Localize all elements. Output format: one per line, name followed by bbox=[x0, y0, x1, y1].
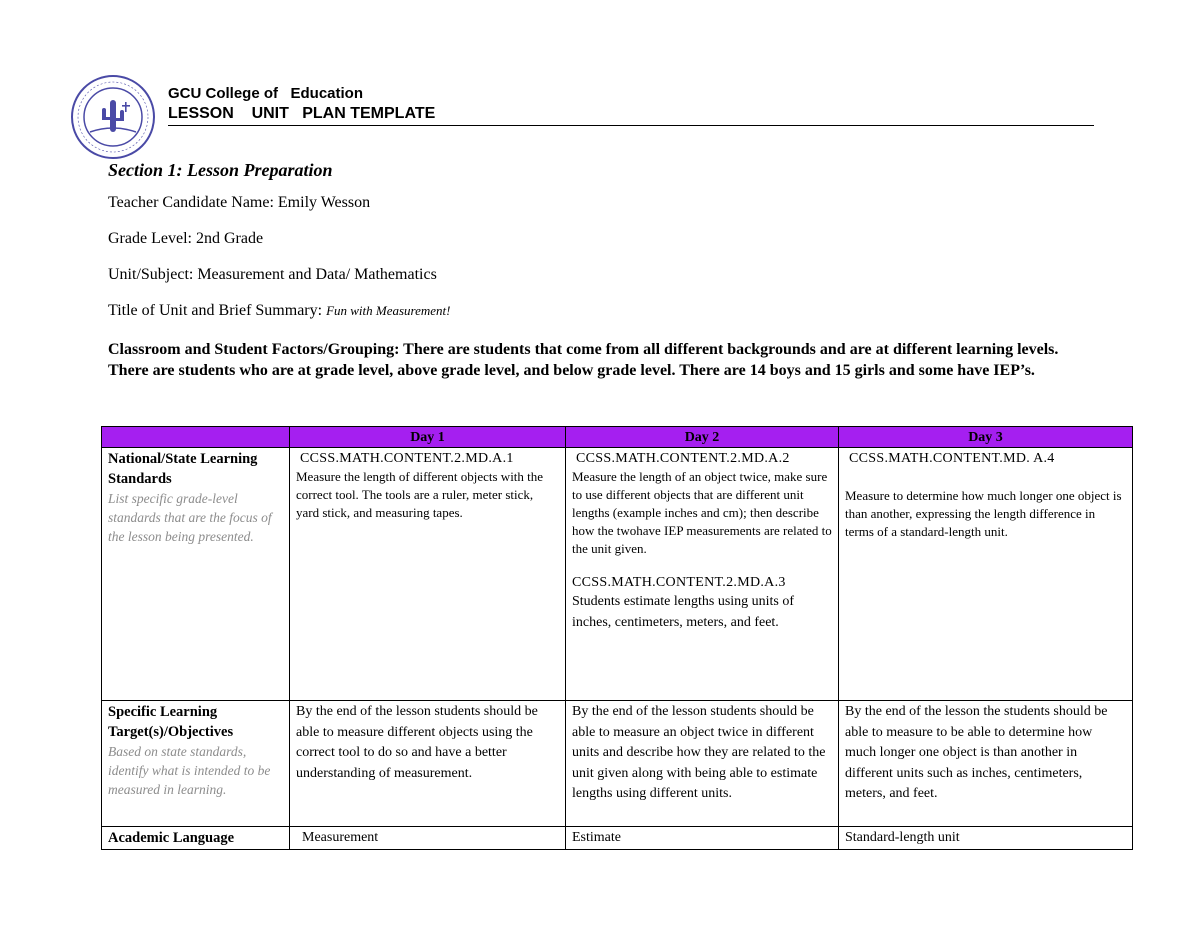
college-name: GCU College of Education bbox=[168, 85, 364, 102]
table-row bbox=[102, 701, 1133, 827]
unit-title-value: Fun with Measurement! bbox=[326, 303, 451, 318]
table-header-row bbox=[102, 427, 1133, 448]
table-cell bbox=[566, 827, 839, 850]
table-row bbox=[102, 448, 1133, 701]
objective-text: By the end of the lesson students should be able to measure an object twice in different units and describe how they are related to the unit given along with being able to estimate lengths using different units. bbox=[572, 704, 826, 801]
table-cell bbox=[839, 701, 1133, 827]
objectives-label: Specific Learning Target(s)/Objectives bbox=[108, 704, 234, 740]
grade-level-field bbox=[108, 229, 1088, 249]
academic-language-term: Measurement bbox=[302, 830, 379, 845]
unit-title-field bbox=[108, 301, 1088, 321]
academic-language-term: Estimate bbox=[572, 830, 621, 845]
table-cell bbox=[839, 827, 1133, 850]
table-cell bbox=[290, 701, 566, 827]
standard-code: CCSS.MATH.CONTENT.2.MD.A.1 bbox=[300, 451, 514, 466]
standards-label: National/State Learning Standards bbox=[108, 451, 258, 487]
table-cell bbox=[290, 827, 566, 850]
lesson-preparation-section bbox=[108, 158, 1088, 381]
section-title: Section 1: Lesson Preparation bbox=[108, 160, 333, 180]
table-cell bbox=[566, 448, 839, 701]
standard-text: Students estimate lengths using units of inches, centimeters, meters, and feet. bbox=[572, 594, 795, 630]
grade-level-value: 2nd Grade bbox=[195, 230, 264, 247]
teacher-name-value: Emily Wesson bbox=[277, 194, 371, 211]
grade-level-label: Grade Level: bbox=[108, 230, 192, 247]
standard-code: CCSS.MATH.CONTENT.MD. A.4 bbox=[849, 451, 1055, 466]
unit-subject-value: Measurement and Data/ Mathematics bbox=[197, 266, 437, 283]
table-header-cell: Day 1 bbox=[290, 427, 566, 448]
table-cell bbox=[290, 448, 566, 701]
table-row bbox=[102, 827, 1133, 850]
classroom-factors-label: Classroom and Student Factors/Grouping: bbox=[108, 341, 400, 358]
objective-text: By the end of the lesson the students should be able to measure to be able to determine how much longer one object is than another in different units such as inches, centimeters, meters, and feet. bbox=[845, 704, 1108, 801]
academic-language-term: Standard-length unit bbox=[845, 830, 960, 845]
standard-text: Measure to determine how much longer one object is than another, expressing the length difference in terms of a standard-length unit. bbox=[845, 488, 1122, 539]
classroom-factors-value: There are students that come from all different backgrounds and are at different learning levels. There are students who are at grade level, above grade level, and below grade level. There are 14 boys and 15 girls and some have IEP’s. bbox=[108, 341, 1059, 379]
unit-subject-field bbox=[108, 265, 1088, 285]
standard-code: CCSS.MATH.CONTENT.2.MD.A.2 bbox=[576, 451, 790, 466]
standard-text: Measure the length of an object twice, make sure to use different objects that are different unit lengths (example inches and cm); then describe how the twohave IEP measurements are related to the unit given. bbox=[572, 469, 832, 556]
objective-text: By the end of the lesson students should be able to measure different objects using the correct tool to do so and have a better understanding of measurement. bbox=[296, 704, 538, 781]
table-cell bbox=[566, 701, 839, 827]
row-label-cell bbox=[102, 448, 290, 701]
table-header-cell: Day 3 bbox=[839, 427, 1133, 448]
row-label-cell bbox=[102, 827, 290, 850]
objectives-hint: Based on state standards, identify what is intended to be measured in learning. bbox=[108, 744, 271, 797]
lesson-plan-table bbox=[101, 426, 1133, 850]
table-header-cell bbox=[102, 427, 290, 448]
university-seal-logo bbox=[70, 74, 156, 160]
table-header-cell: Day 2 bbox=[566, 427, 839, 448]
teacher-name-field bbox=[108, 193, 1088, 213]
unit-subject-label: Unit/Subject: bbox=[108, 266, 194, 283]
teacher-name-label: Teacher Candidate Name: bbox=[108, 194, 274, 211]
table-cell bbox=[839, 448, 1133, 701]
row-label-cell bbox=[102, 701, 290, 827]
unit-title-label: Title of Unit and Brief Summary: bbox=[108, 302, 323, 319]
classroom-factors-field bbox=[108, 339, 1088, 381]
document-header bbox=[168, 84, 1094, 126]
standard-code: CCSS.MATH.CONTENT.2.MD.A.3 bbox=[572, 575, 786, 590]
standard-text: Measure the length of different objects with the correct tool. The tools are a ruler, meter stick, yard stick, and measuring tapes. bbox=[296, 469, 544, 520]
academic-language-label: Academic Language bbox=[108, 830, 235, 846]
template-title: LESSON UNIT PLAN TEMPLATE bbox=[168, 104, 1094, 126]
standards-hint: List specific grade-level standards that are the focus of the lesson being presented. bbox=[108, 491, 272, 544]
